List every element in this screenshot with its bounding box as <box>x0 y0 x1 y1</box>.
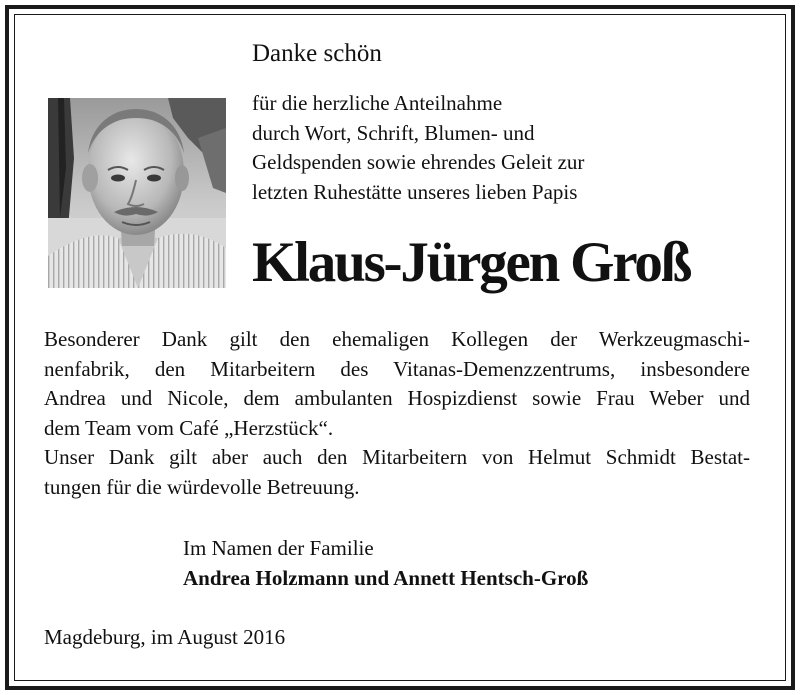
portrait-photo <box>48 98 226 288</box>
body-line: nenfabrik, den Mitarbeitern des Vitanas-Demenzzentrums, insbesondere <box>44 356 750 381</box>
thanks-body <box>44 325 750 502</box>
signature-names: Andrea Holzmann und Annett Hentsch-Groß <box>183 566 589 590</box>
notice-heading: Danke schön <box>252 40 382 67</box>
intro-line: für die herzliche Anteilnahme <box>252 91 503 115</box>
body-line: Besonderer Dank gilt den ehemaligen Kollegen der Werkzeugmaschi- <box>44 327 750 351</box>
body-line: tungen für die würdevolle Betreuung. <box>44 474 360 499</box>
body-line: Andrea und Nicole, dem ambulanten Hospizdienst sowie Frau Weber und <box>44 386 750 410</box>
body-line: dem Team vom Café „Herzstück“. <box>44 415 334 440</box>
signature-intro: Im Namen der Familie <box>183 536 374 560</box>
deceased-name: Klaus-Jürgen Groß <box>252 231 691 294</box>
intro-text <box>252 89 584 207</box>
body-line: Unser Dank gilt aber auch den Mitarbeitern von Helmut Schmidt Bestat- <box>44 445 750 469</box>
intro-line: Geldspenden sowie ehrendes Geleit zur <box>252 150 585 174</box>
intro-line: letzten Ruhestätte unseres lieben Papis <box>252 179 578 204</box>
intro-line: durch Wort, Schrift, Blumen- und <box>252 120 535 145</box>
place-date: Magdeburg, im August 2016 <box>44 625 286 649</box>
